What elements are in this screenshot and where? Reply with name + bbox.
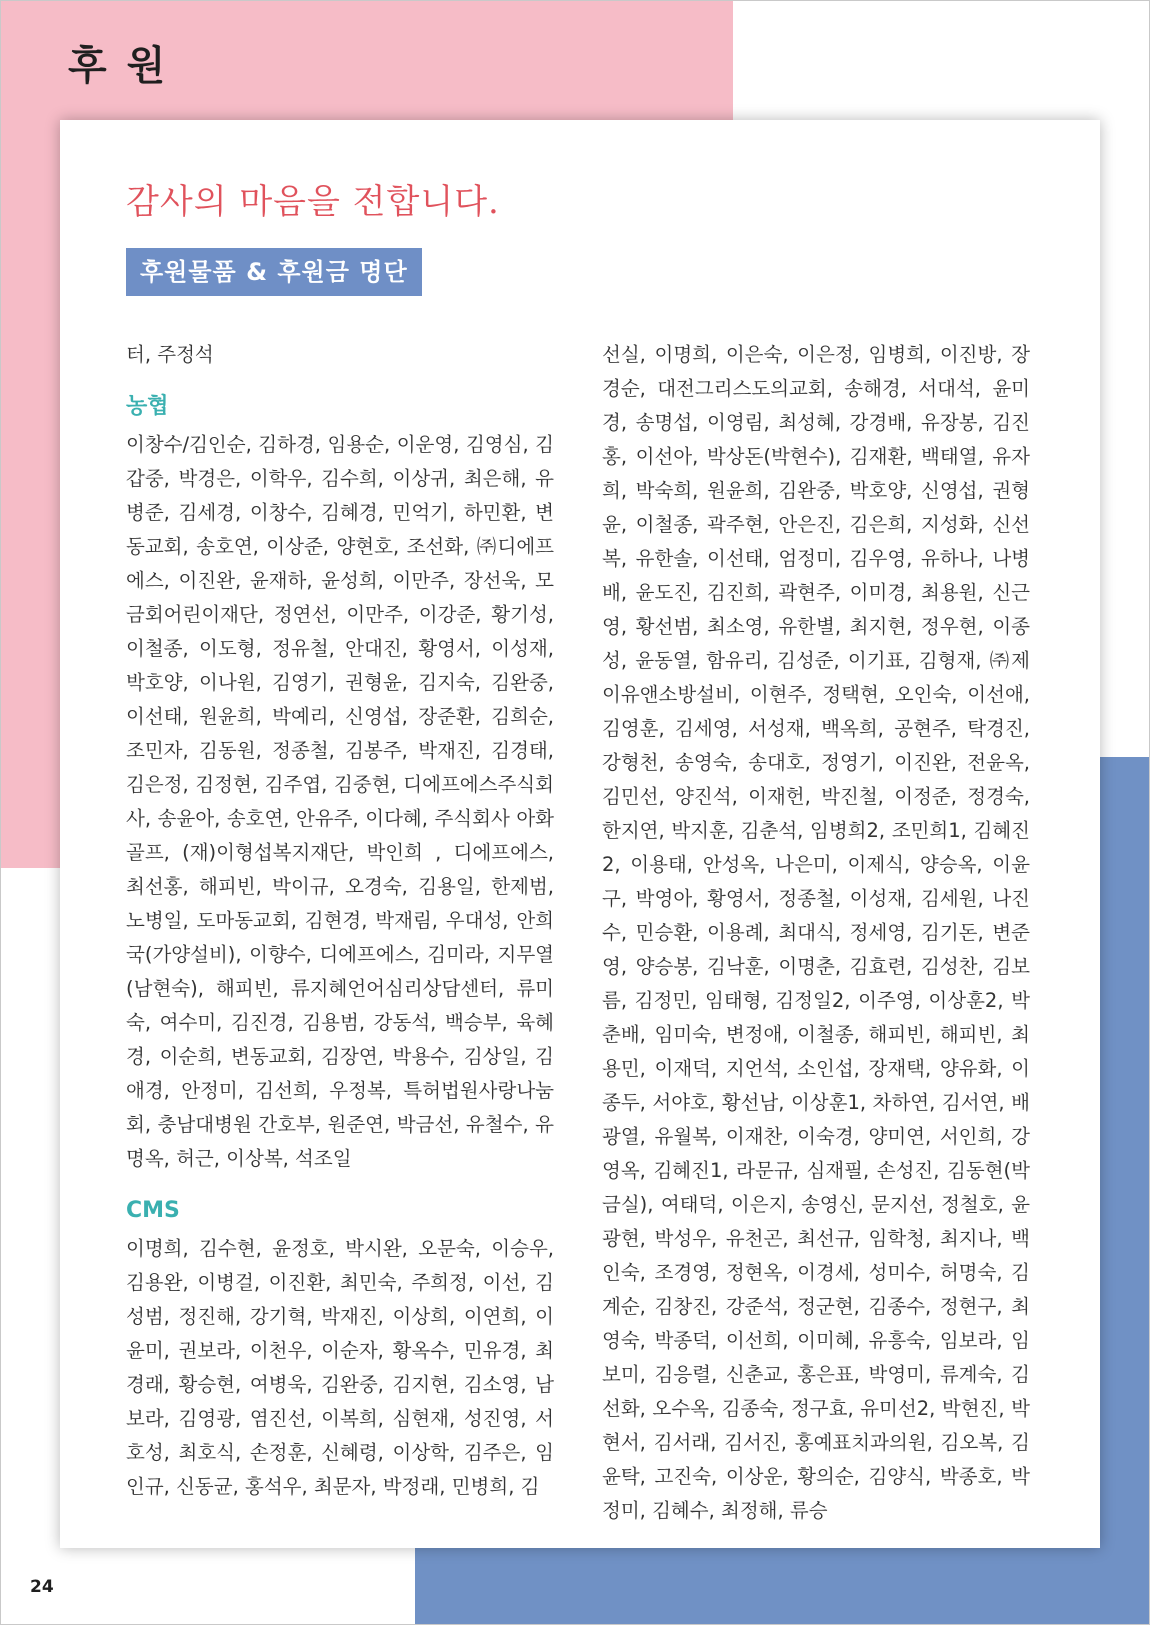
- group-names-cms-continued: 선실, 이명희, 이은숙, 이은정, 임병희, 이진방, 장경순, 대전그리스도의교회, 송해경, 서대석, 윤미경, 송명섭, 이영림, 최성혜, 강경배, 유장봉, 김진홍, 이선아, 박상돈(박현수), 김재환, 백태열, 유자희, 박숙희, 원윤희, 김완중, 박호양, 신영섭, 권형윤, 이철종, 곽주현, 안은진, 김은희, 지성화, 신선복, 유한솔, 이선태, 엄정미, 김우영, 유하나, 나병배, 윤도진, 김진희, 곽현주, 이미경, 최용원, 신근영, 황선범, 최소영, 유한별, 최지현, 정우현, 이종성, 윤동열, 함유리, 김성준, 이기표, 김형재, ㈜제이유앤소방설비, 이현주, 정택현, 오인숙, 이선애, 김영훈, 김세영, 서성재, 백옥희, 공현주, 탁경진, 강형천, 송영숙, 송대호, 정영기, 이진완, 전윤옥, 김민선, 양진석, 이재헌, 박진철, 이정준, 정경숙, 한지연, 박지훈, 김춘석, 임병희2, 조민희1, 김혜진2, 이용태, 안성옥, 나은미, 이제식, 양승옥, 이윤구, 박영아, 황영서, 정종철, 이성재, 김세원, 나진수, 민승환, 이용례, 최대식, 정세영, 김기돈, 변준영, 양승봉, 김낙훈, 이명춘, 김효련, 김성찬, 김보름, 김정민, 임태형, 김정일2, 이주영, 이상훈2, 박춘배, 임미숙, 변정애, 이철종, 해피빈, 해피빈, 최용민, 이재덕, 지언석, 소인섭, 장재택, 양유화, 이종두, 서야호, 황선남, 이상훈1, 차하연, 김서연, 배광열, 유월복, 이재찬, 이숙경, 양미연, 서인희, 강영옥, 김혜진1, 라문규, 심재필, 손성진, 김동현(박금실), 여태덕, 이은지, 송영신, 문지선, 정철호, 윤광현, 박성우, 유천곤, 최선규, 임학청, 최지나, 백인숙, 조경영, 정현옥, 이경세, 성미수, 허명숙, 김계순, 김창진, 강준석, 정군현, 김종수, 정현구, 최영숙, 박종덕, 이선희, 이미혜, 유흥숙, 임보라, 임보미, 김응렬, 신춘교, 홍은표, 박영미, 류계숙, 김선화, 오수옥, 김종숙, 정구효, 유미선2, 박현진, 박현서, 김서래, 김서진, 홍예표치과의원, 김오복, 김윤탁, 고진숙, 이상운, 황의순, 김양식, 박종호, 박정미, 김혜수, 최정해, 류승: [602, 343, 1030, 1522]
- right-column: [602, 338, 1030, 1528]
- section-title: 후 원: [68, 43, 169, 89]
- group-names-nonghyup: 이창수/김인순, 김하경, 임용순, 이운영, 김영심, 김갑중, 박경은, 이학우, 김수희, 이상귀, 최은해, 유병준, 김세경, 이창수, 김혜경, 민억기, 하민환, 변동교회, 송호연, 이상준, 양현호, 조선화, ㈜디에프에스, 이진완, 윤재하, 윤성희, 이만주, 장선욱, 모금회어린이재단, 정연선, 이만주, 이강준, 황기성, 이철종, 이도형, 정유철, 안대진, 황영서, 이성재, 박호양, 이나원, 김영기, 권형윤, 김지숙, 김완중, 이선태, 원윤희, 박예리, 신영섭, 장준환, 김희순, 조민자, 김동원, 정종철, 김봉주, 박재진, 김경태, 김은정, 김정현, 김주엽, 김중현, 디에프에스주식회사, 송윤아, 송호연, 안유주, 이다혜, 주식회사 아화골프, (재)이형섭복지재단, 박인희 , 디에프에스, 최선홍, 해피빈, 박이규, 오경숙, 김용일, 한제범, 노병일, 도마동교회, 김현경, 박재림, 우대성, 안희국(가양설비), 이향수, 디에프에스, 김미라, 지무열(남현숙), 해피빈, 류지혜언어심리상담센터, 류미숙, 여수미, 김진경, 김용범, 강동석, 백승부, 육혜경, 이순희, 변동교회, 김장연, 박용수, 김상일, 김애경, 안정미, 김선희, 우정복, 특허법원사랑나눔회, 충남대병원 간호부, 원준연, 박금선, 유철수, 유명옥, 허근, 이상복, 석조일: [126, 433, 554, 1170]
- group-title-cms: CMS: [126, 1198, 180, 1223]
- left-column: [126, 338, 554, 1504]
- headline: 감사의 마음을 전합니다.: [126, 182, 500, 222]
- content-card: [60, 120, 1100, 1548]
- group-names-cms: 이명희, 김수현, 윤정호, 박시완, 오문숙, 이승우, 김용완, 이병걸, 이진환, 최민숙, 주희정, 이선, 김성범, 정진해, 강기혁, 박재진, 이상희, 이연희, 이윤미, 권보라, 이천우, 이순자, 황옥수, 민유경, 최경래, 황승현, 여병욱, 김완중, 김지현, 김소영, 남보라, 김영광, 염진선, 이복희, 심현재, 성진영, 서호성, 최호식, 손정훈, 신혜령, 이상학, 김주은, 임인규, 신동균, 홍석우, 최문자, 박정래, 민병희, 김: [126, 1237, 554, 1498]
- group-title-nonghyup: 농협: [126, 394, 169, 419]
- subtitle-badge: 후원물품 & 후원금 명단: [126, 248, 422, 296]
- intro-text: 터, 주정석: [126, 343, 214, 366]
- page-number: 24: [30, 1577, 54, 1597]
